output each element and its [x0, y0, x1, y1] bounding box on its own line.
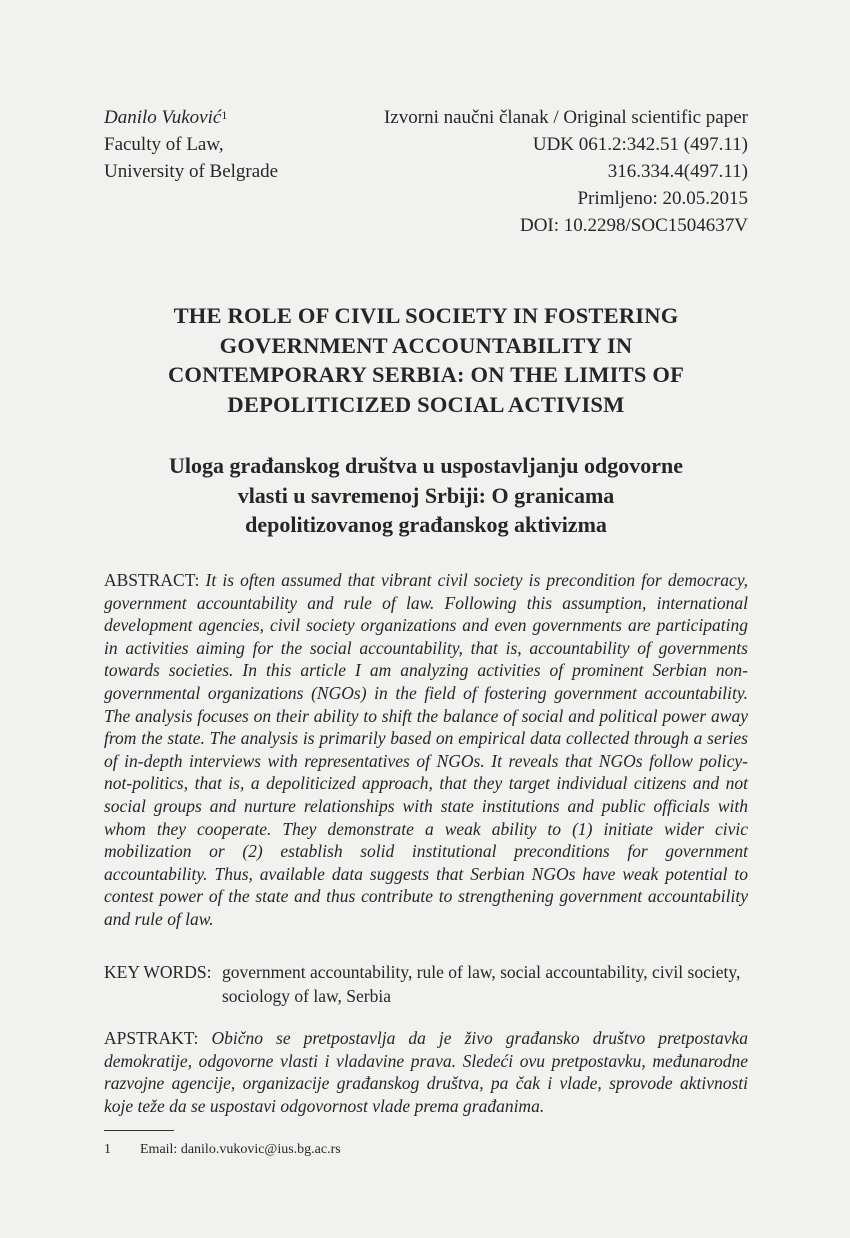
english-title-line: DEPOLITICIZED SOCIAL ACTIVISM [227, 391, 625, 417]
udk-code-2: 316.334.4(497.11) [607, 161, 748, 182]
keywords-text: government accountability, rule of law, social accountability, civil society, sociology of law, Serbia [222, 962, 741, 1006]
keywords [104, 960, 748, 1008]
article-meta [384, 104, 748, 239]
serbian-abstract-text: Obično se pretpostavlja da je živo građansko društvo pretpostavka demokratije, odgovorne vlasti i vladavine prava. Sledeći ovu pretpostavku, međunarodne razvojne agencije, organizacije građanskog društva, pa čak i vlade, sprovode aktivnosti koje teže da se uspostavi odgovornost vlade prema građanima. [104, 1028, 748, 1116]
english-title-line: GOVERNMENT ACCOUNTABILITY IN [219, 332, 633, 358]
udk-code-1: UDK 061.2:342.51 (497.11) [532, 134, 748, 155]
footnote-divider [104, 1130, 174, 1131]
author-footnote-marker[interactable]: 1 [221, 108, 228, 122]
author-line [104, 104, 278, 131]
footnote-email[interactable]: Email: danilo.vukovic@ius.bg.ac.rs [140, 1142, 341, 1157]
article-type: Izvorni naučni članak / Original scientific paper [383, 107, 748, 128]
english-title-line: THE ROLE OF CIVIL SOCIETY IN FOSTERING [173, 303, 679, 328]
doi: DOI: 10.2298/SOC1504637V [519, 215, 748, 236]
serbian-abstract-label: APSTRAKT: [104, 1028, 199, 1048]
footnote [104, 1140, 341, 1160]
serbian-title [104, 451, 748, 540]
english-title [104, 301, 748, 419]
serbian-title-line: depolitizovanog građanskog aktivizma [245, 512, 607, 537]
abstract [104, 569, 748, 931]
serbian-title-line: Uloga građanskog društva u uspostavljanju odgovorne [168, 453, 684, 478]
serbian-abstract [104, 1027, 748, 1117]
received-date: Primljeno: 20.05.2015 [577, 188, 748, 209]
affiliation-line-1: Faculty of Law, [104, 134, 224, 155]
abstract-text: It is often assumed that vibrant civil society is precondition for democracy, government accountability and rule of law. Following this assumption, international development agencies, civil society organizations and even governments are participating in activities aiming for the social accountability, that is, accountability of governments towards societies. In this article I am analyzing activities of prominent Serbian non-governmental organizations (NGOs) in the field of fostering government accountability. The analysis focuses on their ability to shift the balance of social and political power away from the state. The analysis is primarily based on empirical data collected through a series of in-depth interviews with representatives of NGOs. It reveals that NGOs follow policy-not-politics, that is, a depoliticized approach, that they target individual citizens and not social groups and nurture relationships with state institutions and public officials with whom they cooperate. They demonstrate a weak ability to (1) initiate wider civic mobilization or (2) establish solid institutional preconditions for government accountability. Thus, available data suggests that Serbian NGOs have weak potential to contest power of the state and thus contribute to strengthening government accountability and rule of law. [104, 570, 749, 929]
footnote-number: 1 [104, 1142, 111, 1157]
serbian-title-line: vlasti u savremenoj Srbiji: O granicama [237, 482, 615, 508]
author-block [104, 104, 278, 185]
affiliation-line-2: University of Belgrade [104, 161, 279, 182]
keywords-label: KEY WORDS: [104, 962, 212, 982]
english-title-line: CONTEMPORARY SERBIA: ON THE LIMITS OF [167, 362, 685, 387]
author-name: Danilo Vuković [104, 107, 222, 128]
abstract-label: ABSTRACT: [104, 570, 200, 590]
